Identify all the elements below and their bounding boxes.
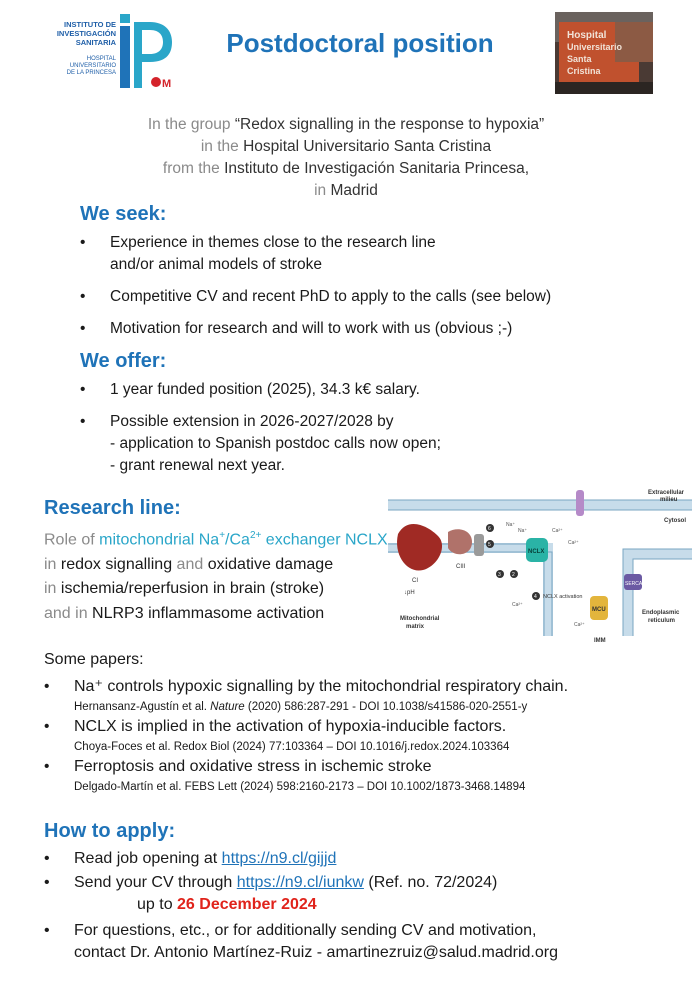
send-cv-link[interactable]: https://n9.cl/iunkw: [236, 874, 364, 891]
nclx-diagram: [388, 486, 692, 646]
svg-text:Mitochondrial: Mitochondrial: [400, 616, 440, 622]
svg-text:6: 6: [488, 526, 491, 532]
papers-heading: Some papers:: [44, 651, 144, 668]
svg-text:NCLX activation: NCLX activation: [543, 594, 583, 600]
svg-text:M: M: [162, 78, 172, 90]
svg-text:reticulum: reticulum: [648, 618, 676, 624]
we-offer-heading: We offer:: [80, 350, 167, 372]
svg-text:matrix: matrix: [406, 624, 425, 630]
list-item: • Motivation for research and will to work with us (obvious ;-): [80, 318, 680, 340]
svg-text:Cytosol: Cytosol: [664, 518, 687, 524]
svg-text:2: 2: [512, 572, 515, 578]
research-description: Role of mitochondrial $Na^+/Ca^{2+}$ exchanger NCLX in redox signalling and oxidative damage in ischemia/reperfusion in brain (stroke) and in NLRP3 inflammasome activation: [44, 530, 388, 622]
photo-sign-4: Cristina: [567, 66, 601, 76]
logo-text: INSTITUTO DE INVESTIGACIÓN SANITARIA: [56, 20, 116, 47]
hospital-photo: [555, 12, 653, 94]
research-heading: Research line:: [44, 497, 181, 519]
list-item: • Read job opening at https://n9.cl/gijjd: [44, 848, 684, 870]
list-item: • Na⁺ controls hypoxic signalling by the mitochondrial respiratory chain. Hernansanz-Agustín et al. Nature (2020) 586:287-291 - DOI 10.1038/s41586-020-2551-y: [44, 676, 684, 716]
papers-list: [44, 676, 684, 796]
svg-text:Ca²⁺: Ca²⁺: [568, 540, 579, 546]
list-item: • Possible extension in 2026-2027/2028 by - application to Spanish postdoc calls now open; - grant renewal next year.: [80, 411, 680, 477]
svg-text:↓pH: ↓pH: [404, 590, 415, 596]
svg-text:CIII: CIII: [456, 564, 466, 570]
svg-text:MCU: MCU: [592, 607, 606, 613]
svg-text:Endoplasmic: Endoplasmic: [642, 610, 680, 616]
svg-text:Extracellular: Extracellular: [648, 490, 685, 496]
svg-text:IMM: IMM: [594, 638, 606, 644]
intro-block: In the group “Redox signalling in the response to hypoxia” in the Hospital Universitario Santa Cristina from the Instituto de Investigación Sanitaria Princesa, in Madrid: [147, 116, 545, 199]
we-seek-list: [80, 232, 680, 340]
svg-text:milieu: milieu: [660, 497, 678, 503]
svg-text:SERCA: SERCA: [625, 581, 643, 587]
svg-text:Ca²⁺: Ca²⁺: [552, 528, 563, 534]
svg-text:5: 5: [488, 542, 491, 548]
logo-subtext: HOSPITAL UNIVERSITARIO DE LA PRINCESA: [66, 56, 116, 76]
we-seek-heading: We seek:: [80, 203, 167, 225]
list-item: • Ferroptosis and oxidative stress in ischemic stroke Delgado-Martín et al. FEBS Lett (2024) 598:2160-2173 – DOI 10.1002/1873-3468.14894: [44, 756, 684, 796]
svg-text:4: 4: [534, 594, 537, 600]
svg-text:NCLX: NCLX: [528, 549, 545, 555]
svg-text:Ca²⁺: Ca²⁺: [574, 622, 585, 628]
list-item: • Experience in themes close to the research line and/or animal models of stroke: [80, 232, 680, 276]
svg-text:Na⁺: Na⁺: [518, 528, 528, 534]
institute-logo: [46, 12, 174, 98]
photo-sign-3: Santa: [567, 54, 592, 64]
svg-text:Ca²⁺: Ca²⁺: [512, 602, 523, 608]
job-opening-link[interactable]: https://n9.cl/gijjd: [221, 850, 337, 867]
logo-mark-icon: [116, 12, 176, 98]
list-item: • NCLX is implied in the activation of hypoxia-inducible factors. Choya-Foces et al. Redox Biol (2024) 77:103364 – DOI 10.1016/j.redox.2024.103364: [44, 716, 684, 756]
list-item: • Send your CV through https://n9.cl/iunkw (Ref. no. 72/2024) up to 26 December 2024: [44, 872, 684, 916]
svg-text:Na⁺: Na⁺: [506, 522, 516, 528]
list-item: • Competitive CV and recent PhD to apply to the calls (see below): [80, 286, 680, 308]
list-item: • For questions, etc., or for additionally sending CV and motivation, contact Dr. Antonio Martínez-Ruiz - amartinezruiz@salud.madrid.org: [44, 920, 684, 964]
svg-text:CI: CI: [412, 578, 418, 584]
list-item: • 1 year funded position (2025), 34.3 k€ salary.: [80, 379, 680, 401]
apply-heading: How to apply:: [44, 820, 176, 842]
page-title: Postdoctoral position: [226, 28, 494, 58]
photo-sign-2: Universitario: [567, 42, 623, 52]
deadline-date: 26 December 2024: [177, 896, 317, 913]
apply-list: [44, 848, 684, 964]
we-offer-list: [80, 379, 680, 477]
photo-sign-1: Hospital: [567, 30, 607, 41]
svg-text:3: 3: [498, 572, 501, 578]
